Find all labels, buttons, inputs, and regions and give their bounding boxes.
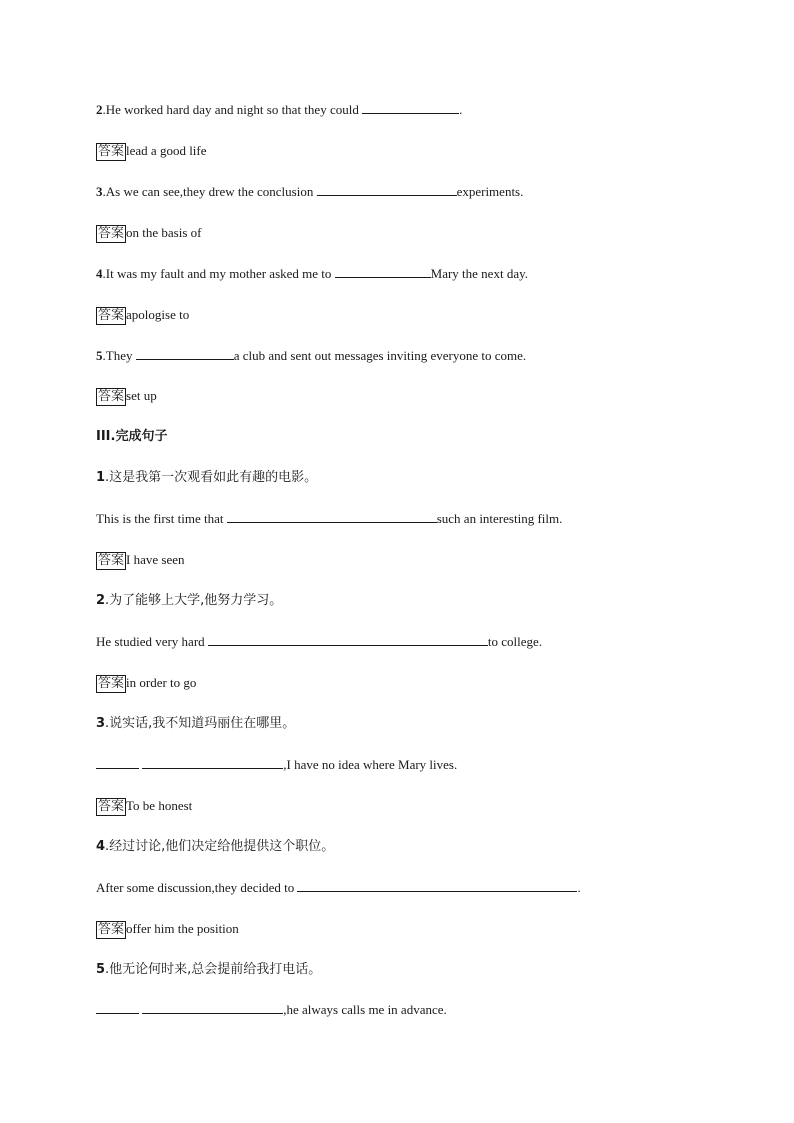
chinese-prompt: .他无论何时来,总会提前给我打电话。 [105, 962, 322, 977]
answer-tag: 答案 [98, 144, 125, 159]
answer-text: on the basis of [126, 225, 202, 240]
answer-text: I have seen [126, 552, 185, 567]
answer-tag: 答案 [98, 922, 125, 937]
question-number: 5 [96, 348, 103, 363]
question-number: 2 [96, 102, 103, 117]
question-number: 3 [96, 184, 103, 199]
translate-question-3 [96, 714, 295, 734]
answer-blank[interactable] [227, 510, 437, 523]
chinese-prompt: .说实话,我不知道玛丽住在哪里。 [105, 716, 296, 731]
question-text-end: . [459, 102, 463, 117]
answer-text: in order to go [126, 675, 197, 690]
answer-2 [96, 141, 207, 161]
question-number: 5 [96, 962, 106, 977]
answer-5 [96, 386, 157, 406]
question-number: 2 [96, 593, 106, 608]
answer-4 [96, 305, 189, 325]
question-2 [96, 100, 462, 120]
sentence-3 [96, 755, 457, 775]
sentence-2 [96, 632, 542, 652]
sentence-text-end: . [577, 880, 581, 895]
question-text-end: a club and sent out messages inviting everyone to come. [233, 348, 527, 363]
answer-t3 [96, 796, 192, 816]
question-5 [96, 346, 526, 366]
question-3 [96, 182, 523, 202]
question-number: 4 [96, 839, 106, 854]
sentence-text: After some discussion,they decided to [96, 880, 298, 895]
answer-tag: 答案 [98, 799, 125, 814]
question-number: 1 [96, 470, 106, 485]
answer-blank-2[interactable] [142, 756, 283, 769]
answer-tag: 答案 [98, 308, 125, 323]
sentence-text: This is the first time that [96, 511, 227, 526]
answer-blank-1[interactable] [96, 756, 139, 769]
answer-blank[interactable] [208, 633, 488, 646]
answer-blank[interactable] [136, 347, 234, 360]
sentence-5 [96, 1000, 447, 1020]
sentence-text: He studied very hard [96, 634, 208, 649]
answer-blank-1[interactable] [96, 1001, 139, 1014]
answer-tag: 答案 [98, 676, 125, 691]
translate-question-5 [96, 960, 321, 980]
question-text: .As we can see,they drew the conclusion [102, 184, 317, 199]
translate-question-1 [96, 468, 317, 488]
section-title: III.完成句子 [96, 429, 168, 444]
answer-tag: 答案 [98, 389, 125, 404]
answer-text: offer him the position [126, 921, 239, 936]
answer-t2 [96, 673, 196, 693]
question-text: .They [102, 348, 136, 363]
answer-blank[interactable] [362, 101, 459, 114]
question-text: .It was my fault and my mother asked me to [102, 266, 335, 281]
answer-blank[interactable] [297, 879, 577, 892]
sentence-text-end: to college. [487, 634, 543, 649]
answer-tag: 答案 [98, 553, 125, 568]
answer-text: lead a good life [126, 143, 207, 158]
answer-text: To be honest [126, 798, 193, 813]
question-text: .He worked hard day and night so that they could [102, 102, 363, 117]
question-number: 4 [96, 266, 103, 281]
answer-3 [96, 223, 201, 243]
answer-t1 [96, 550, 184, 570]
answer-blank[interactable] [335, 265, 431, 278]
question-text-end: experiments. [456, 184, 524, 199]
sentence-text-end: such an interesting film. [436, 511, 563, 526]
answer-blank[interactable] [317, 183, 457, 196]
question-text-end: Mary the next day. [430, 266, 528, 281]
sentence-text-end: ,he always calls me in advance. [283, 1002, 447, 1017]
answer-tag: 答案 [98, 226, 125, 241]
question-4 [96, 264, 528, 284]
translate-question-4 [96, 837, 334, 857]
sentence-text-end: ,I have no idea where Mary lives. [283, 757, 458, 772]
answer-text: apologise to [126, 307, 190, 322]
question-number: 3 [96, 716, 106, 731]
answer-text: set up [126, 388, 157, 403]
chinese-prompt: .经过讨论,他们决定给他提供这个职位。 [105, 839, 335, 854]
sentence-4 [96, 878, 581, 898]
answer-blank-2[interactable] [142, 1001, 283, 1014]
chinese-prompt: .这是我第一次观看如此有趣的电影。 [105, 470, 318, 485]
answer-t4 [96, 919, 239, 939]
chinese-prompt: .为了能够上大学,他努力学习。 [105, 593, 283, 608]
translate-question-2 [96, 591, 282, 611]
sentence-1 [96, 509, 562, 529]
